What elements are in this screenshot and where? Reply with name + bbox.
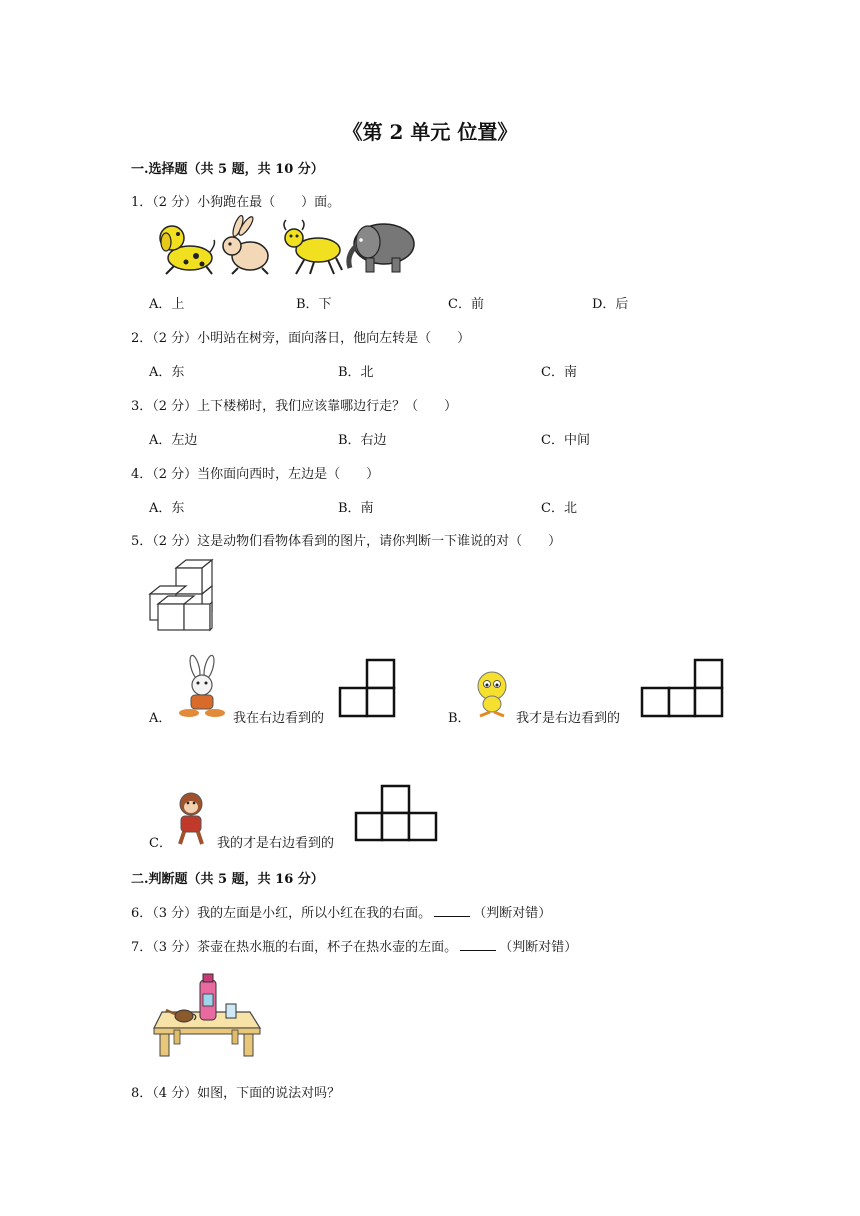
q2-option-a[interactable]: A．东 (149, 365, 185, 380)
rabbit-character-icon (175, 655, 231, 719)
q4-option-c[interactable]: C．北 (541, 501, 577, 516)
view-shape-a (338, 658, 396, 718)
q2-option-c[interactable]: C．南 (541, 365, 577, 380)
q5-option-c-label[interactable]: C． (149, 836, 172, 851)
question-8-stem: 8．（4 分）如图，下面的说法对吗？ (131, 1086, 341, 1101)
q5-option-c-text: 我的才是右边看到的 (217, 836, 335, 851)
cup-image (226, 1004, 236, 1018)
question-7-suffix: （判断对错） (499, 940, 578, 955)
question-7-answer-blank[interactable] (460, 938, 496, 951)
table-with-items-picture (150, 972, 262, 1060)
q5-option-b-text: 我才是右边看到的 (516, 711, 621, 726)
q1-option-a[interactable]: A．上 (149, 297, 185, 312)
view-shape-c (354, 784, 438, 842)
q3-option-a[interactable]: A．左边 (149, 433, 198, 448)
monkey-character-icon (168, 790, 214, 846)
question-6-stem: 6．（3 分）我的左面是小红，所以小红在我的右面。 (131, 906, 432, 921)
q4-option-a[interactable]: A．东 (149, 501, 185, 516)
q1-option-b[interactable]: B．下 (296, 297, 332, 312)
q5-option-a-label[interactable]: A． (149, 711, 172, 726)
q3-option-b[interactable]: B．右边 (338, 433, 387, 448)
question-6-answer-blank[interactable] (434, 904, 470, 917)
question-4-stem: 4．（2 分）当你面向西时，左边是（ ） (131, 467, 380, 482)
q4-option-b[interactable]: B．南 (338, 501, 374, 516)
cube-stack-figure (148, 558, 216, 642)
bird-character-icon (470, 668, 516, 720)
thermos-image (200, 974, 216, 1020)
page-title: 《第 2 单元 位置》 (342, 120, 518, 144)
question-7 (131, 936, 577, 955)
question-1-stem: 1．（2 分）小狗跑在最（ ）面。 (131, 195, 341, 210)
elephant-image (349, 224, 414, 272)
section-heading-judgement: 二.判断题（共 5 题，共 16 分） (131, 872, 324, 887)
question-6-suffix: （判断对错） (473, 906, 552, 921)
q5-option-b-label[interactable]: B． (448, 711, 471, 726)
question-7-stem: 7．（3 分）茶壶在热水瓶的右面，杯子在热水壶的左面。 (131, 940, 458, 955)
animals-picture (158, 216, 418, 276)
q1-option-d[interactable]: D．后 (592, 297, 629, 312)
q2-option-b[interactable]: B．北 (338, 365, 374, 380)
question-5-stem: 5．（2 分）这是动物们看物体看到的图片，请你判断一下谁说的对（ ） (131, 534, 562, 549)
q5-option-a-text: 我在右边看到的 (233, 711, 325, 726)
question-3-stem: 3．（2 分）上下楼梯时，我们应该靠哪边行走？（ ） (131, 399, 458, 414)
rabbit-image (223, 214, 268, 274)
question-6 (131, 902, 551, 921)
q1-option-c[interactable]: C．前 (448, 297, 484, 312)
q3-option-c[interactable]: C．中间 (541, 433, 590, 448)
section-heading-choice: 一.选择题（共 5 题，共 10 分） (131, 162, 324, 177)
dog-image (160, 226, 215, 274)
cow-image (284, 220, 342, 274)
question-2-stem: 2．（2 分）小明站在树旁，面向落日，他向左转是（ ） (131, 331, 471, 346)
view-shape-b (640, 658, 724, 718)
